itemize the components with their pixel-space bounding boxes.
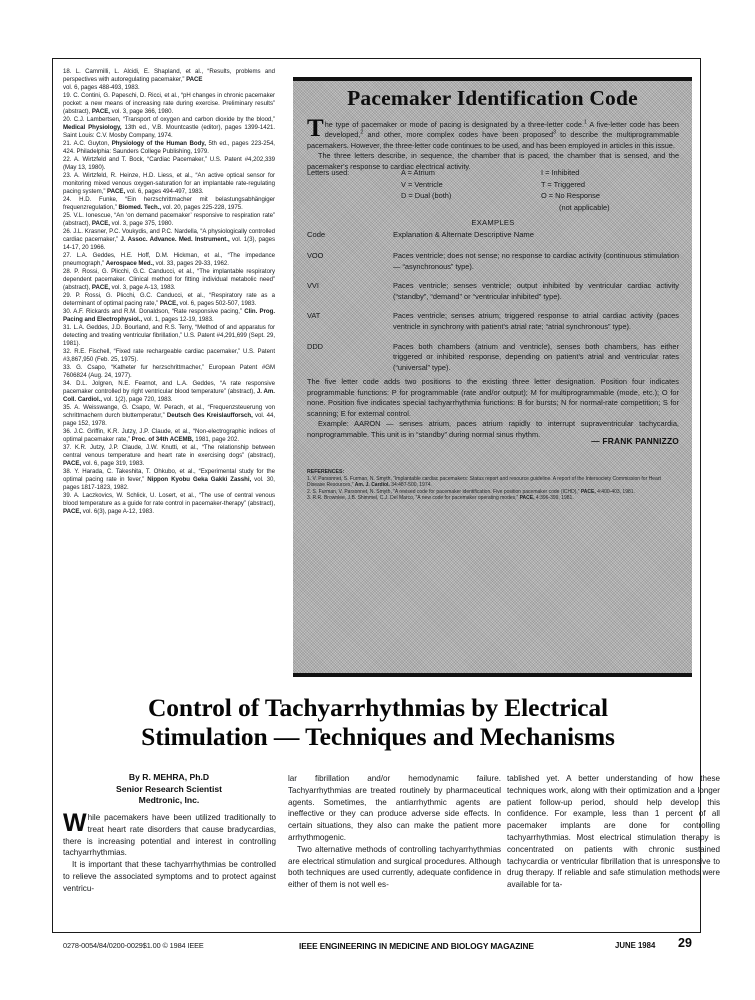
example-row <box>307 342 679 374</box>
article-col2-paragraph-1: lar fibrillation and/or hemodynamic failure. Tachyarrhythmias are treated routinely by pharmaceutical agents. Sometimes, the antiarrhythmic agents are ineffective or they can produce adverse side effects. In certain situations, they also can make the patient more arrhythmogenic. <box>288 774 501 842</box>
reference-item: 35. A. Weisswange, G. Csapo, W. Perach, et al., “Frequenzsteuerung von schrittmachern durch bluttemperatur,” Deutsch Ges Kreislaufforsch, vol. 44, page 152, 1978. <box>63 404 276 427</box>
reference-item: 38. Y. Harada, C. Takeshita, T. Ohkubo, et al., “Experimental study for the optimal pacing rate in fever,” Nippon Kyobu Geka Gakki Zasshi, vol. 30, pages 1817-1823, 1982. <box>63 468 275 491</box>
example-code: VAT <box>307 311 321 321</box>
footer-page-number: 29 <box>678 936 692 950</box>
box-references-heading: REFERENCES: <box>307 469 345 475</box>
letter-legend-note-row <box>401 202 681 214</box>
page-frame-bottom-rule <box>52 932 701 933</box>
reference-item: 30. A.F. Rickards and R.M. Donaldson, “Rate responsive pacing,” Clin. Prog. Pacing and Electrophysiol., vol. 1, pages 12-19, 1983. <box>63 308 276 323</box>
reference-item: 28. P. Rossi, G. Plicchi, G.C. Canducci, et al., “The implantable respiratory dependent pacemaker. Clinical method for fitting individual metabolic need” (abstract), PACE, vol. 3, page A-13, 1983. <box>63 268 275 291</box>
author-role: Senior Research Scientist <box>115 783 223 794</box>
footer-issue-date: JUNE 1984 <box>615 941 656 950</box>
example-code: DDD <box>307 341 324 351</box>
letter-legend-chamber: A = Atrium <box>401 168 435 177</box>
reference-item: 19. C. Contini, G. Papeschi, D. Ricci, et al., “pH changes in chronic pacemaker pocket: a new means of increasing rate during exercise. Preliminary results” (abstract), PACE, vol. 3, page 366, 1980. <box>63 92 275 115</box>
box-top-rule <box>293 77 692 81</box>
letter-legend-chamber: D = Dual (both) <box>401 191 452 201</box>
reference-item: 26. J.L. Krasner, P.C. Voukydis, and P.C. Nardella, “A physiologically controlled cardiac pacemaker,” J. Assoc. Advance. Med. Instrument., vol. 1(3), pages 14-17, 20 1966. <box>63 228 275 251</box>
box-title: Pacemaker Identification Code <box>347 86 638 110</box>
example-row <box>307 251 679 272</box>
example-description: Paces both chambers (atrium and ventricle), senses both chambers, has either triggered or inhibited response, depending on patient's atrial and ventricular rates (“universal” type). <box>393 341 679 372</box>
examples-subheading <box>307 230 679 239</box>
letter-legend-response: O = No Response <box>541 191 600 201</box>
reference-item: 39. A. Laczkovics, W. Schlick, U. Losert, et al., “The use of central venous blood temperature as a guide for rate control in pacemaker-therapy” (abstract), PACE, vol. 6(3), page A-12, 1983. <box>63 492 275 515</box>
box-intro-paragraph-1: The type of pacemaker or mode of pacing is designated by a three-letter code.$^1$ A five-letter code has been developed,$^2$ and other, more complex codes have been proposed$^3$ to describe the multiprogrammable pacemakers. However, the three-letter code continues to be used, and has been employed in articles in this issue. <box>307 115 680 150</box>
box-tail-paragraph-2: Example: AARON — senses atrium, paces atrium rapidly to interrupt supraventricular tachycardia, nonprogrammable. This unit is in “standby” during normal sinus rhythm. <box>307 419 679 439</box>
author-affiliation: Medtronic, Inc. <box>138 795 200 806</box>
reference-item: 21. A.C. Guyton, Physiology of the Human Body, 5th ed., pages 223-254, 424. Philadelphia: Saunders College Publishing, 1979. <box>63 140 275 155</box>
reference-item: 18. L. Cammilli, L. Alcidi, E. Shapland, et al., “Results, problems and perspectives with autoregulating pacemaker,” PACE <box>63 68 275 83</box>
reference-item: 32. R.E. Fischell, “Fixed rate rechargeable cardiac pacemaker,” U.S. Patent #3,867,950 (Feb. 25, 1975). <box>63 348 275 363</box>
box-signature: — FRANK PANNIZZO <box>591 436 679 446</box>
box-reference-item: 3. R.R. Brownlee, J.B. Shimmel, C.J. Del Marco, “A new code for pacemaker operating modes,” PACE, 4:396-399, 1981. <box>307 495 574 502</box>
example-description: Paces ventricle; does not sense; no response to cardiac activity (continuous stimulation — “asynchronous” type). <box>393 251 679 271</box>
box-references <box>307 469 679 502</box>
box-intro-paragraph-2: The three letters describe, in sequence, the chamber that is paced, the chamber that is sensed, and the pacemaker's response to cardiac electrical activity. <box>307 151 679 171</box>
letter-legend-chamber: V = Ventricle <box>401 179 443 189</box>
example-description: Paces ventricle; senses ventricle; output inhibited by ventricular cardiac activity (“standby”, “demand” or “ventricular inhibited” type). <box>393 281 679 301</box>
article-column-1 <box>63 809 276 895</box>
reference-item: 27. L.A. Geddes, H.E. Hoff, D.M. Hickman, et al., “The impedance pneumograph,” Aerospace Med., vol. 33, pages 29-33, 1962. <box>63 252 275 267</box>
letter-legend-note: (not applicable) <box>559 202 610 212</box>
reference-item: 25. V.L. Ionescue, “An ‘on demand pacemaker’ responsive to respiration rate” (abstract), PACE, vol. 3, page 375, 1980. <box>63 212 275 227</box>
article-title-line-2: Stimulation — Techniques and Mechanisms <box>141 722 615 751</box>
references-column <box>63 68 275 516</box>
box-bottom-rule <box>293 673 692 677</box>
article-column-3 <box>507 773 720 891</box>
reference-item: 31. L.A. Geddes, J.D. Bourland, and R.S. Terry, “Method of and apparatus for detecting and treating ventricular fibrillation,” U.S. Patent #4,291,699 (Sept. 29, 1981). <box>63 324 275 347</box>
reference-item: 29. P. Rossi, G. Plicchi, G.C. Canducci, et al., “Respiratory rate as a determinant of optimal pacing rate,” PACE, vol. 6, pages 502-507, 1983. <box>63 292 275 307</box>
article-title-line-1: Control of Tachyarrhythmias by Electrical <box>147 693 609 722</box>
letter-legend-response: I = Inhibited <box>541 168 580 177</box>
box-reference-item: 2. S. Furman, V. Parsonnet, N. Smyth, “A revised code for pacemaker identification. Five position pacemaker code (ICHD),” PACE, 4:400-403, 1981. <box>307 488 635 495</box>
box-reference-item: 1. V. Parsonnet, S. Furman, N. Smyth, “Implantable cardiac pacemakers: Status report and resource guideline. A report of the Intersociety Commission for Heart Disease Resources,” Am. J. Cardiol. 34:487-500, 1974. <box>307 475 661 489</box>
article-col1-paragraph-1 <box>63 809 276 859</box>
article-dropcap: W <box>63 809 87 837</box>
box-intro-text <box>307 115 680 172</box>
letter-legend-response: T = Triggered <box>541 179 586 189</box>
box-dropcap: T <box>307 115 324 142</box>
reference-item: 33. G. Csapo, “Katheter fur herzschrittmacher,” European Patent #GM 7606824 (Aug. 24, 1977). <box>63 364 275 379</box>
reference-item: 24. H.D. Funke, “Ein herzschrittmacher mit belastungsabhängiger frequenzregulation,” Biomed. Tech., vol. 20, pages 225-228, 1975. <box>63 196 275 211</box>
example-description: Paces ventricle; senses atrium; triggered response to atrial cardiac activity (paces ventricle in synchrony with patient's atrial rate; “atrial synchronous” type). <box>393 311 679 331</box>
letters-used-label: Letters used: <box>307 168 350 177</box>
page-frame-left-rule <box>52 58 53 933</box>
article-column-2 <box>288 773 501 891</box>
article-title <box>63 693 693 751</box>
example-row <box>307 311 679 332</box>
letter-legend-row <box>401 167 681 179</box>
reference-item: 20. C.J. Lambertsen, “Transport of oxygen and carbon dioxide by the blood,” Medical Physiology, 13th ed., V.B. Mountcastle (editor), pages 1399-1421. Saint Louis: C.V. Mosby Company, 1974. <box>63 116 275 139</box>
page-frame-top-rule <box>52 58 701 59</box>
reference-item: vol. 6, pages 488-493, 1983. <box>63 84 140 91</box>
article-col2-paragraph-2: Two alternative methods of controlling tachyarrhythmias are electrical stimulation and surgical procedures. Although both techniques are used currently, adequate confidence in either of them is not well es- <box>288 844 501 890</box>
article-byline <box>63 772 275 807</box>
article-col1-paragraph-1-text: hile pacemakers have been utilized traditionally to treat heart rate disorders that cause bradycardias, there is increasing potential and interest in controlling tachyarrhythmias. <box>63 813 276 858</box>
examples-table <box>307 251 679 382</box>
box-tail-text <box>307 377 679 441</box>
author-name: By R. MEHRA, Ph.D <box>128 772 210 782</box>
article-col3-paragraph-1: tablished yet. A better understanding of how these techniques work, along with their optimization and a longer patient follow-up period, should help develop this confidence. For example, less than 1 percent of all pacemaker implants are done for controlling tachyarrhythmias. Most electrical stimulation therapy is concentrated on patients with chronic sustained tachycardia or ventricular fibrillation that is unresponsive to drug therapy. If reliable and safe stimulation methods were available for ta- <box>507 774 720 890</box>
examples-heading: EXAMPLES <box>471 218 515 227</box>
reference-item: 34. D.L. Jolgren, N.E. Fearnot, and L.A. Geddes, “A rate responsive pacemaker controlled by right ventricular blood temperature” (abstract), J. Am. Coll. Cardiol., vol. 1(2), page 720, 1983. <box>63 380 275 403</box>
footer-journal-name: IEEE ENGINEERING IN MEDICINE AND BIOLOGY MAGAZINE <box>299 941 534 951</box>
letter-legend-row <box>401 190 681 202</box>
footer-copyright: 0278-0054/84/0200-0029$1.00 © 1984 IEEE <box>63 941 204 950</box>
pacemaker-identification-code-box <box>293 77 692 677</box>
example-code: VVI <box>307 281 319 291</box>
reference-item: 36. J.C. Griffin, K.R. Jutzy, J.P. Claude, et al., “Non-electrographic indices of optimal pacemaker rate,” Proc. of 34th ACEMB, 1981, page 202. <box>63 428 275 443</box>
letter-legend-row <box>401 179 681 191</box>
reference-item: 23. A. Wirtzfeld, R. Heinze, H.D. Liess, et al., “An active optical sensor for monitoring mixed venous oxygen-saturation for an implantable rate-regulating pacing system,” PACE, vol. 6, pages 494-497, 1983. <box>63 172 275 195</box>
box-tail-paragraph-1: The five letter code adds two positions to the existing three letter designation. Position four indicates programmable functions: P for programmable (rate and/or output); M for multiprogrammable (mode, etc.); O for none. Position five indicates special tachyarrhythmia functions: B for bursts; N for normal-rate competition; S for scanning; E for external control. <box>307 377 679 418</box>
examples-col2-header: Explanation & Alternate Descriptive Name <box>393 230 534 239</box>
reference-item: 22. A. Wirtzfeld and T. Bock, “Cardiac Pacemaker,” U.S. Patent #4,202,339 (May 13, 1980). <box>63 156 275 171</box>
example-code: VOO <box>307 251 324 260</box>
example-row <box>307 281 679 302</box>
examples-col1-header: Code <box>307 230 326 239</box>
reference-item: 37. K.R. Jutzy, J.P. Claude, J.W. Knutti, et al., “The relationship between central venous temperature and heart rate in exercising dogs” (abstract), PACE, vol. 6, page 319, 1983. <box>63 444 275 467</box>
letters-legend <box>401 167 681 213</box>
article-col1-paragraph-2: It is important that these tachyarrhythmias be controlled to relieve the associated symptoms and to protect against ventricu- <box>63 860 276 893</box>
